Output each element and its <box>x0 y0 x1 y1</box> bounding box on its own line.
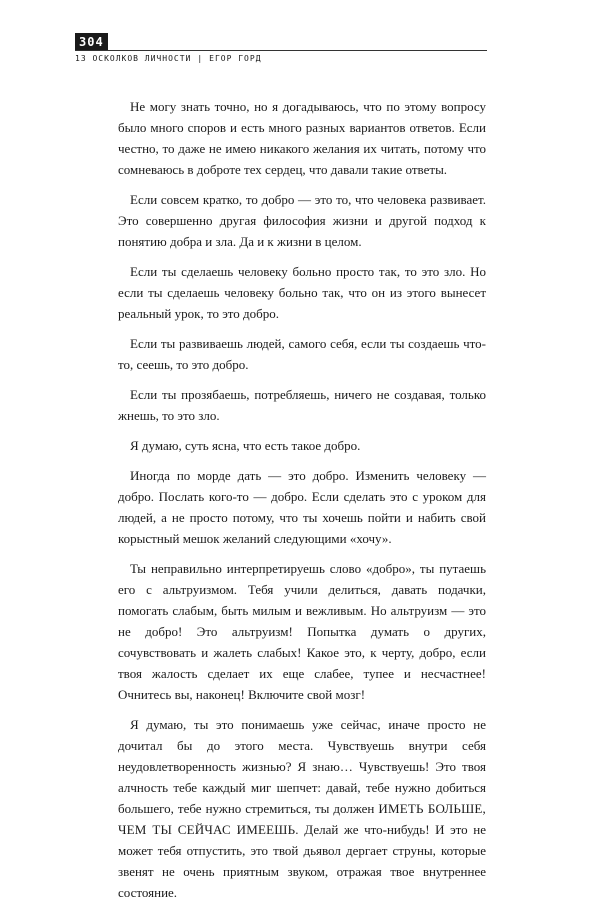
last-paragraph-text: Я думаю, ты это понимаешь уже сейчас, иначе просто не дочитал бы до этого места. Чувствуешь внутри себя неудовлетворенность жизнью? Я знаю… Чувствуешь! Это твоя алчность тебе каждый миг шепчет: давай, тебе нужно добиться большего, тебе нужно стремиться, ты должен <box>118 717 486 816</box>
running-header <box>75 54 262 63</box>
paragraph: Ты неправильно интерпретируешь слово «добро», ты путаешь его с альтруизмом. Тебя учили делиться, давать подачки, помогать слабым, быть милым и вежливым. Но альтруизм — это не добро! Это альтруизм! Попытка думать о других, сочувствовать и жалеть слабых! Какое это, к черту, добро, если твоя жалость сделает их еще слабее, тупее и несчастнее! Очнитесь вы, наконец! Включите свой мозг! <box>118 561 486 702</box>
author-name: ЕГОР ГОРД <box>209 54 262 63</box>
paragraph: Если совсем кратко, то добро — это то, что человека развивает. Это совершенно другая философия жизни и другой подход к понятию добра и зла. Да и к жизни в целом. <box>118 192 486 249</box>
body-text <box>118 96 486 912</box>
page-number: 304 <box>75 33 108 51</box>
paragraph: Я думаю, суть ясна, что есть такое добро. <box>130 438 361 453</box>
paragraph: Если ты развиваешь людей, самого себя, если ты создаешь что-то, сеешь, то это добро. <box>118 336 486 372</box>
last-paragraph-text-end: Делай же что-нибудь! И это не может тебя отпустить, это твой дьявол дергает струны, которые звенят не очень приятным звуком, отражая твое внутреннее состояние. <box>118 822 486 900</box>
book-title: 13 ОСКОЛКОВ ЛИЧНОСТИ <box>75 54 192 63</box>
paragraph: Если ты сделаешь человеку больно просто так, то это зло. Но если ты сделаешь человеку больно так, что он из этого вынесет реальный урок, то это добро. <box>118 264 486 321</box>
emphasis-text: ИМЕТЬ БОЛЬШЕ, ЧЕМ ТЫ СЕЙЧАС ИМЕЕШЬ. <box>118 801 486 837</box>
paragraph: Если ты прозябаешь, потребляешь, ничего не создавая, только жнешь, то это зло. <box>118 387 486 423</box>
header-separator: | <box>197 54 204 63</box>
paragraph: Иногда по морде дать — это добро. Изменить человеку — добро. Послать кого-то — добро. Если сделать это с уроком для людей, а не просто потому, что ты хочешь пойти и набить свой корыстный мешок желаний следующими «хочу». <box>118 468 486 546</box>
paragraph: Не могу знать точно, но я догадываюсь, что по этому вопросу было много споров и есть много разных вариантов ответов. Если честно, то даже не имею никакого желания их читать, потому что сомневаюсь в доброте тех сердец, что давали такие ответы. <box>118 99 486 177</box>
header-rule <box>75 50 487 51</box>
last-paragraph <box>118 714 486 903</box>
